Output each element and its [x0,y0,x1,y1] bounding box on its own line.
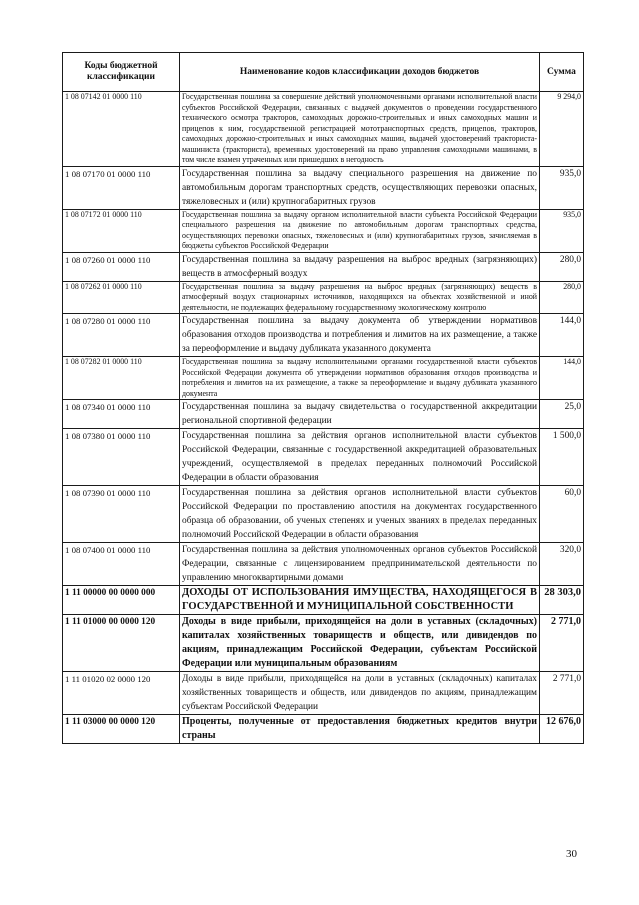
row-code: 1 11 01000 00 0000 120 [63,615,180,672]
row-sum: 2 771,0 [540,615,584,672]
row-name: Доходы в виде прибыли, приходящейся на доли в уставных (складочных) капиталах хозяйственных товариществ и обществ, или дивидендов по акциям, принадлежащим Российской Федерации, субъектам Российской Федерации или муниципальным образованиям [180,615,540,672]
row-name: Государственная пошлина за выдачу специального разрешения на движение по автомобильным дорогам транспортных средств, осуществляющих перевозки опасных, тяжеловесных и (или) крупногабаритных грузов [180,166,540,209]
row-code: 1 08 07340 01 0000 110 [63,400,180,429]
table-header-row [63,53,584,92]
row-name: Проценты, полученные от предоставления бюджетных кредитов внутри страны [180,715,540,744]
row-sum: 12 676,0 [540,715,584,744]
row-sum: 935,0 [540,209,584,252]
table-row [63,400,584,429]
row-name: Государственная пошлина за выдачу исполнительными органами государственной власти субъектов Российской Федерации документа об утверждении нормативов образования отходов производства и потребления и лимитов на их размещение, а также за переоформление и выдачу дубликата указанного документа [180,357,540,400]
header-name: Наименование кодов классификации доходов бюджетов [180,53,540,92]
table-row [63,92,584,167]
table-row [63,314,584,357]
row-sum: 2 771,0 [540,672,584,715]
row-code: 1 08 07400 01 0000 110 [63,543,180,586]
row-name: Государственная пошлина за выдачу документа об утверждении нормативов образования отходов производства и потребления и лимитов на их размещение, а также за переоформление и выдачу дубликата указанного документа [180,314,540,357]
row-code: 1 11 01020 02 0000 120 [63,672,180,715]
row-code: 1 08 07262 01 0000 110 [63,281,180,314]
row-sum: 28 303,0 [540,586,584,615]
table-row-section [63,586,584,615]
revenue-classification-table [62,52,584,744]
row-name: Государственная пошлина за действия органов исполнительной власти субъектов Российской Федерации, связанные с государственной аккредитацией образовательных учреждений, осуществляемой в пределах переданных полномочий Российской Федерации в области образования [180,429,540,486]
row-code: 1 08 07142 01 0000 110 [63,92,180,167]
row-code: 1 08 07170 01 0000 110 [63,166,180,209]
row-sum: 280,0 [540,281,584,314]
row-code: 1 08 07172 01 0000 110 [63,209,180,252]
row-sum: 280,0 [540,252,584,281]
table-row [63,281,584,314]
row-name: Государственная пошлина за действия уполномоченных органов субъектов Российской Федерации, связанные с лицензированием предпринимательской деятельности по управлению многоквартирными домами [180,543,540,586]
row-code: 1 08 07280 01 0000 110 [63,314,180,357]
row-name: Государственная пошлина за выдачу свидетельства о государственной аккредитации региональной спортивной федерации [180,400,540,429]
row-name: Государственная пошлина за действия органов исполнительной власти субъектов Российской Федерации по проставлению апостиля на документах государственного образца об образовании, об ученых степенях и ученых званиях в пределах переданных полномочий Российской Федерации в области образования [180,486,540,543]
row-sum: 60,0 [540,486,584,543]
header-code: Коды бюджетной классификации [63,53,180,92]
table-row [63,672,584,715]
row-sum: 9 294,0 [540,92,584,167]
row-name: Государственная пошлина за совершение действий уполномоченными органами исполнительной власти субъектов Российской Федерации, связанных с выдачей документов о проведении государственного технического осмотра тракторов, самоходных дорожно-строительных и иных самоходных машин и прицепов к ним, государственной регистрацией мототранспортных средств, прицепов, тракторов, самоходных дорожно-строительных и иных самоходных машин, выдачей удостоверений тракториста-машиниста (тракториста), временных удостоверений на право управления самоходными машинами, в том числе взамен утраченных или пришедших в негодность [180,92,540,167]
row-sum: 1 500,0 [540,429,584,486]
row-sum: 935,0 [540,166,584,209]
header-sum: Сумма [540,53,584,92]
row-name: Государственная пошлина за выдачу органом исполнительной власти субъекта Российской Федерации специального разрешения на движение по автомобильным дорогам транспортных средства, осуществляющих перевозки опасных, тяжеловесных и (или) крупногабаритных грузов, зачисляемая в бюджеты субъектов Российской Федерации [180,209,540,252]
row-name: Государственная пошлина за выдачу разрешения на выброс вредных (загрязняющих) веществ в атмосферный воздух стационарных источников, находящихся на объектах хозяйственной и иной деятельности, не подлежащих федеральному государственному экологическому контролю [180,281,540,314]
row-sum: 320,0 [540,543,584,586]
table-row [63,209,584,252]
table-row [63,166,584,209]
page-number: 30 [566,848,577,860]
row-code: 1 08 07390 01 0000 110 [63,486,180,543]
row-code: 1 11 03000 00 0000 120 [63,715,180,744]
table-row-subsection [63,615,584,672]
table-row [63,357,584,400]
row-name: Доходы в виде прибыли, приходящейся на доли в уставных (складочных) капиталах хозяйственных товариществ и обществ, или дивидендов по акциям, принадлежащим субъектам Российской Федерации [180,672,540,715]
row-code: 1 11 00000 00 0000 000 [63,586,180,615]
row-sum: 25,0 [540,400,584,429]
row-sum: 144,0 [540,314,584,357]
row-name: ДОХОДЫ ОТ ИСПОЛЬЗОВАНИЯ ИМУЩЕСТВА, НАХОДЯЩЕГОСЯ В ГОСУДАРСТВЕННОЙ И МУНИЦИПАЛЬНОЙ СОБСТВЕННОСТИ [180,586,540,615]
row-code: 1 08 07282 01 0000 110 [63,357,180,400]
table-row [63,252,584,281]
row-code: 1 08 07380 01 0000 110 [63,429,180,486]
table-row-subsection [63,715,584,744]
table-row [63,429,584,486]
row-name: Государственная пошлина за выдачу разрешения на выброс вредных (загрязняющих) веществ в атмосферный воздух [180,252,540,281]
table-row [63,543,584,586]
row-code: 1 08 07260 01 0000 110 [63,252,180,281]
table-row [63,486,584,543]
row-sum: 144,0 [540,357,584,400]
